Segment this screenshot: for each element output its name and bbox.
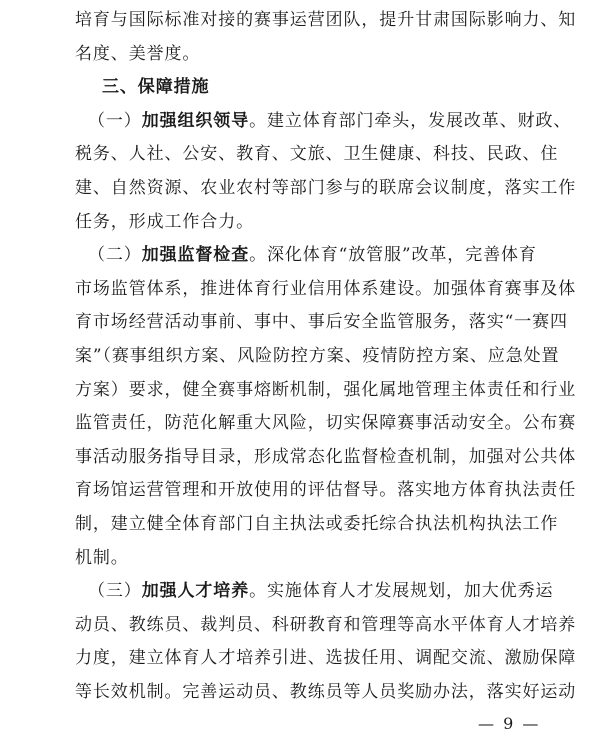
subsection-text: 。深化体育“放管服”改革，完善体育 xyxy=(249,245,537,265)
subsection-number: （二） xyxy=(88,245,142,265)
paragraph-line: 税务、人社、公安、教育、文旅、卫生健康、科技、民政、住 xyxy=(75,144,559,164)
paragraph-line: 力度，建立体育人才培养引进、选拔任用、调配交流、激励保障 xyxy=(75,648,577,668)
paragraph-line: 监管责任，防范化解重大风险，切实保障赛事活动安全。公布赛 xyxy=(75,413,577,433)
paragraph-line: 育市场经营活动事前、事中、事后安全监管服务，落实“一赛四 xyxy=(75,312,568,332)
paragraph-line: 育场馆运营管理和开放使用的评估督导。落实地方体育执法责任 xyxy=(75,480,577,500)
subsection-title: 加强人才培养 xyxy=(141,581,250,601)
subsection-title: 加强监督检查 xyxy=(141,245,250,265)
paragraph-line: 案”（赛事组织方案、风险防控方案、疫情防控方案、应急处置 xyxy=(75,346,560,366)
section-heading: 三、保障措施 xyxy=(102,77,210,97)
subsection-title: 加强组织领导 xyxy=(141,111,250,131)
subsection-number: （一） xyxy=(88,111,142,131)
paragraph-line: 建、自然资源、农业农村等部门参与的联席会议制度，落实工作 xyxy=(75,178,577,198)
paragraph-line: 动员、教练员、裁判员、科研教育和管理等高水平体育人才培养 xyxy=(75,615,577,635)
subsection-line-1 xyxy=(88,107,572,135)
subsection-text: 。实施体育人才发展规划，加大优秀运 xyxy=(249,581,554,601)
paragraph-line: 等长效机制。完善运动员、教练员等人员奖励办法，落实好运动 xyxy=(75,682,577,702)
page-number: — 9 — xyxy=(478,714,541,733)
paragraph-line: 方案）要求，健全赛事熔断机制，强化属地管理主体责任和行业 xyxy=(75,380,577,400)
subsection-number: （三） xyxy=(88,581,142,601)
subsection-line-2 xyxy=(88,241,568,269)
subsection-text: 。建立体育部门牵头，发展改革、财政、 xyxy=(249,111,572,131)
paragraph-line: 制，建立健全体育部门自主执法或委托综合执法机构执法工作 xyxy=(75,514,559,534)
paragraph-line: 市场监管体系，推进体育行业信用体系建设。加强体育赛事及体 xyxy=(75,279,577,299)
paragraph-line: 机制。 xyxy=(75,548,129,568)
paragraph-line: 任务，形成工作合力。 xyxy=(75,212,254,232)
subsection-line-3 xyxy=(88,577,568,605)
paragraph-line: 事活动服务指导目录，形成常态化监督检查机制，加强对公共体 xyxy=(75,447,577,467)
paragraph-line: 名度、美誉度。 xyxy=(75,44,201,64)
paragraph-line: 培育与国际标准对接的赛事运营团队，提升甘肃国际影响力、知 xyxy=(75,10,577,30)
